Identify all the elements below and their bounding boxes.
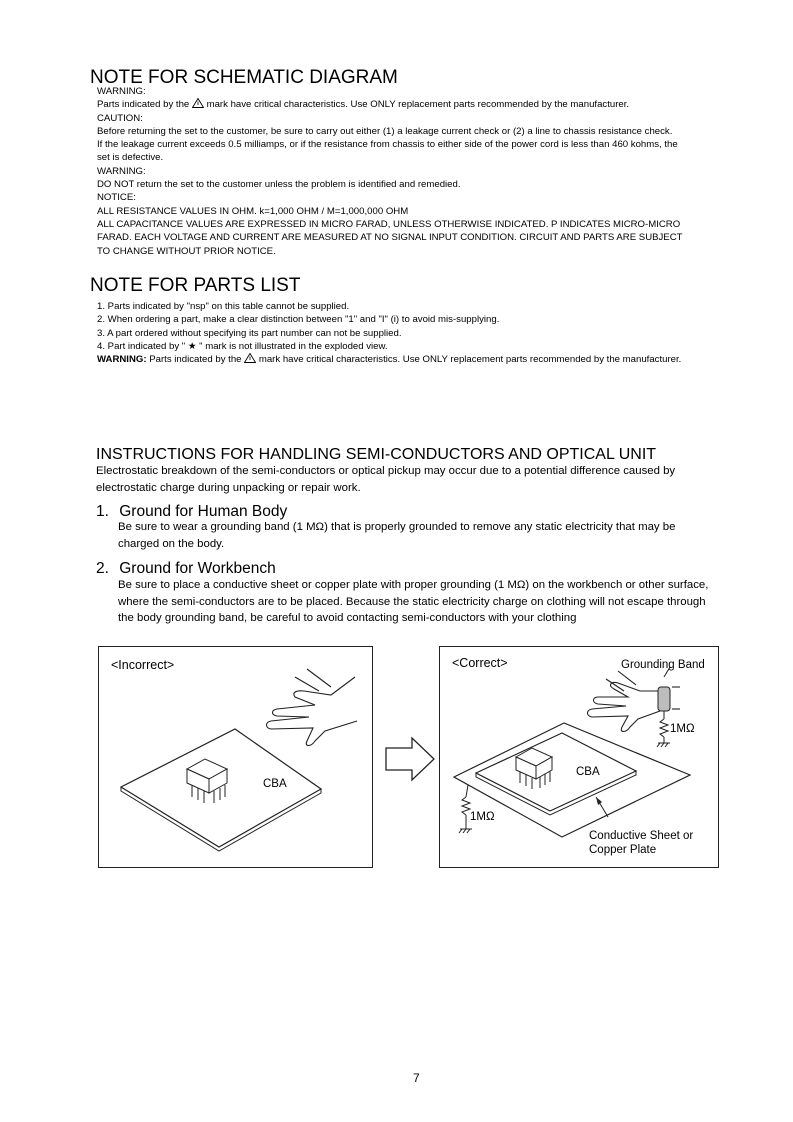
notice-line: ALL CAPACITANCE VALUES ARE EXPRESSED IN MICRO FARAD, UNLESS OTHERWISE INDICATED. P INDICATES MICRO-MICRO (97, 218, 681, 230)
warning-line: Parts indicated by the mark have critical characteristics. Use ONLY replacement parts recommended by the manufacturer. (97, 99, 630, 111)
resistor-top-label: 1MΩ (670, 723, 695, 735)
notice-line: ALL RESISTANCE VALUES IN OHM. k=1,000 OHM / M=1,000,000 OHM (97, 205, 409, 217)
warning-label: WARNING: (97, 165, 146, 177)
ic-chip-icon (516, 748, 552, 789)
parts-item: 3. A part ordered without specifying its part number can not be supplied. (97, 327, 402, 339)
caution-line: If the leakage current exceeds 0.5 milliamps, or if the resistance from chassis to either side of the power cord is less than 460 kohms, the (97, 139, 678, 151)
caution-line: set is defective. (97, 152, 164, 164)
ground-icon (459, 829, 472, 833)
step-2-heading (96, 560, 276, 578)
incorrect-cba-label: CBA (263, 778, 287, 790)
incorrect-diagram (98, 646, 373, 868)
ic-chip-icon (187, 759, 227, 803)
incorrect-label: <Incorrect> (111, 658, 175, 672)
parts-notes (97, 300, 681, 366)
page-number: 7 (413, 1071, 420, 1085)
cba-board (121, 729, 321, 847)
caution-triangle-icon (192, 98, 204, 108)
conductive-sheet-label: Conductive Sheet or Copper Plate (589, 830, 694, 856)
caution-triangle-icon (244, 353, 256, 363)
correct-label: <Correct> (452, 656, 508, 670)
resistor-bottom-label: 1MΩ (470, 811, 495, 823)
parts-item: 2. When ordering a part, make a clear distinction between "1" and "I" (i) to avoid mis-supplying. (97, 314, 500, 326)
caution-label: CAUTION: (97, 112, 143, 124)
resistor-icon (462, 785, 470, 829)
ground-icon (657, 743, 670, 747)
right-arrow-icon (384, 736, 438, 782)
grounding-band-icon (658, 687, 670, 711)
step-title: Ground for Workbench (119, 560, 276, 577)
cba-board (476, 733, 636, 811)
parts-title: NOTE FOR PARTS LIST (90, 275, 301, 296)
step-2-body: Be sure to place a conductive sheet or copper plate with proper grounding (1 MΩ) on the workbench or other surface, where the semi-conductors are to be placed. Because the static electricity charge on clothing will not escape through the body grounding band, be careful to avoid contacting semi-conductors with your clothing (118, 579, 709, 624)
parts-item: 1. Parts indicated by "nsp" on this table cannot be supplied. (97, 301, 350, 312)
schematic-title: NOTE FOR SCHEMATIC DIAGRAM (90, 67, 398, 88)
warning-line: DO NOT return the set to the customer unless the problem is identified and remedied. (97, 179, 461, 191)
step-number: 2. (96, 560, 109, 577)
caution-line: Before returning the set to the customer, be sure to carry out either (1) a leakage current check or (2) a line to chassis resistance check. (97, 125, 673, 137)
notice-line: TO CHANGE WITHOUT PRIOR NOTICE. (97, 245, 276, 257)
warning-label: WARNING: (97, 86, 146, 97)
handling-title: INSTRUCTIONS FOR HANDLING SEMI-CONDUCTORS AND OPTICAL UNIT (96, 446, 657, 463)
correct-cba-label: CBA (576, 766, 600, 778)
parts-item: 4. Part indicated by " ★ " mark is not illustrated in the exploded view. (97, 340, 388, 352)
hand-icon (267, 669, 358, 746)
step-title: Ground for Human Body (119, 503, 288, 520)
schematic-notes (97, 85, 683, 258)
parts-warning: WARNING: Parts indicated by the mark have critical characteristics. Use ONLY replacement parts recommended by the manufacturer. (97, 354, 682, 366)
notice-line: FARAD. EACH VOLTAGE AND CURRENT ARE MEASURED AT NO SIGNAL INPUT CONDITION. CIRCUIT AND PARTS ARE SUBJECT (97, 232, 683, 244)
step-1-body: Be sure to wear a grounding band (1 MΩ) that is properly grounded to remove any static electricity that may be charged on the body. (118, 521, 676, 550)
step-number: 1. (96, 503, 109, 520)
notice-label: NOTICE: (97, 192, 136, 204)
incorrect-illustration (99, 647, 371, 866)
grounding-band-label: Grounding Band (621, 659, 705, 671)
correct-diagram (439, 646, 719, 868)
resistor-icon (660, 711, 668, 743)
handling-intro: Electrostatic breakdown of the semi-conductors or optical pickup may occur due to a potential difference caused by electrostatic charge during unpacking or repair work. (96, 465, 676, 494)
